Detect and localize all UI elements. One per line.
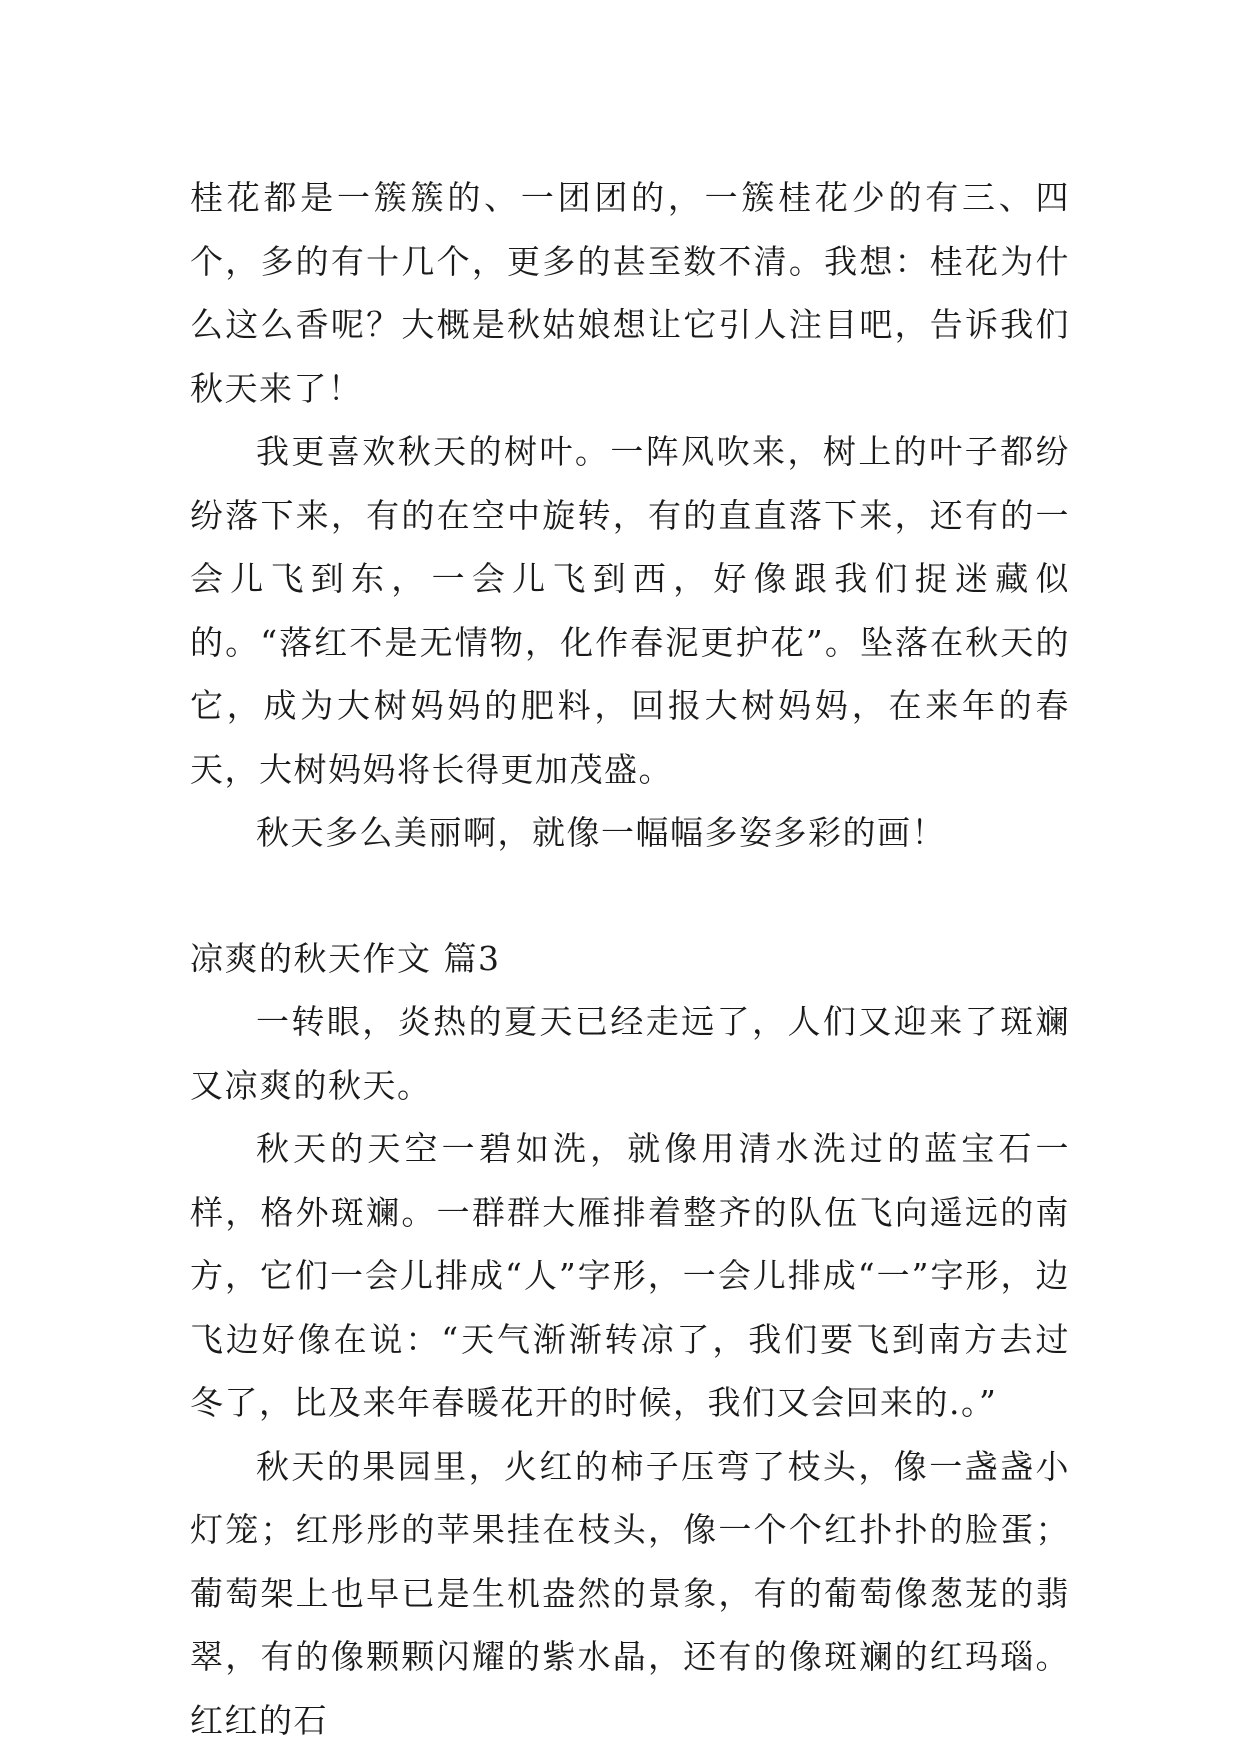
document-body [190,166,1070,1752]
section-heading: 凉爽的秋天作文 篇3 [190,938,501,978]
paragraph-osmanthus-continued: 桂花都是一簇簇的、一团团的，一簇桂花少的有三、四个，多的有十几个，更多的甚至数不清。我想：桂花为什么这么香呢？大概是秋姑娘想让它引人注目吧，告诉我们秋天来了！ [190,178,1070,408]
paragraph-sky-geese: 秋天的天空一碧如洗，就像用清水洗过的蓝宝石一样，格外斑斓。一群群大雁排着整齐的队伍飞向遥远的南方，它们一会儿排成“人”字形，一会儿排成“一”字形，边飞边好像在说：“天气渐渐转凉了，我们要飞到南方去过冬了，比及来年春暖花开的时候，我们又会回来的.。” [190,1129,1070,1422]
paragraph-autumn-leaves: 我更喜欢秋天的树叶。一阵风吹来，树上的叶子都纷纷落下来，有的在空中旋转，有的直直落下来，还有的一会儿飞到东，一会儿飞到西，好像跟我们捉迷藏似的。“落红不是无情物，化作春泥更护花”。坠落在秋天的它，成为大树妈妈的肥料，回报大树妈妈，在来年的春天，大树妈妈将长得更加茂盛。 [190,432,1070,789]
paragraph-intro: 一转眼，炎热的夏天已经走远了，人们又迎来了斑斓又凉爽的秋天。 [190,1002,1070,1105]
paragraph-autumn-beautiful: 秋天多么美丽啊，就像一幅幅多姿多彩的画！ [256,813,946,852]
paragraph-orchard: 秋天的果园里，火红的柿子压弯了枝头，像一盏盏小灯笼；红彤彤的苹果挂在枝头，像一个个红扑扑的脸蛋；葡萄架上也早已是生机盎然的景象，有的葡萄像葱茏的翡翠，有的像颗颗闪耀的紫水晶，还有的像斑斓的红玛瑙。红红的石 [190,1446,1070,1740]
